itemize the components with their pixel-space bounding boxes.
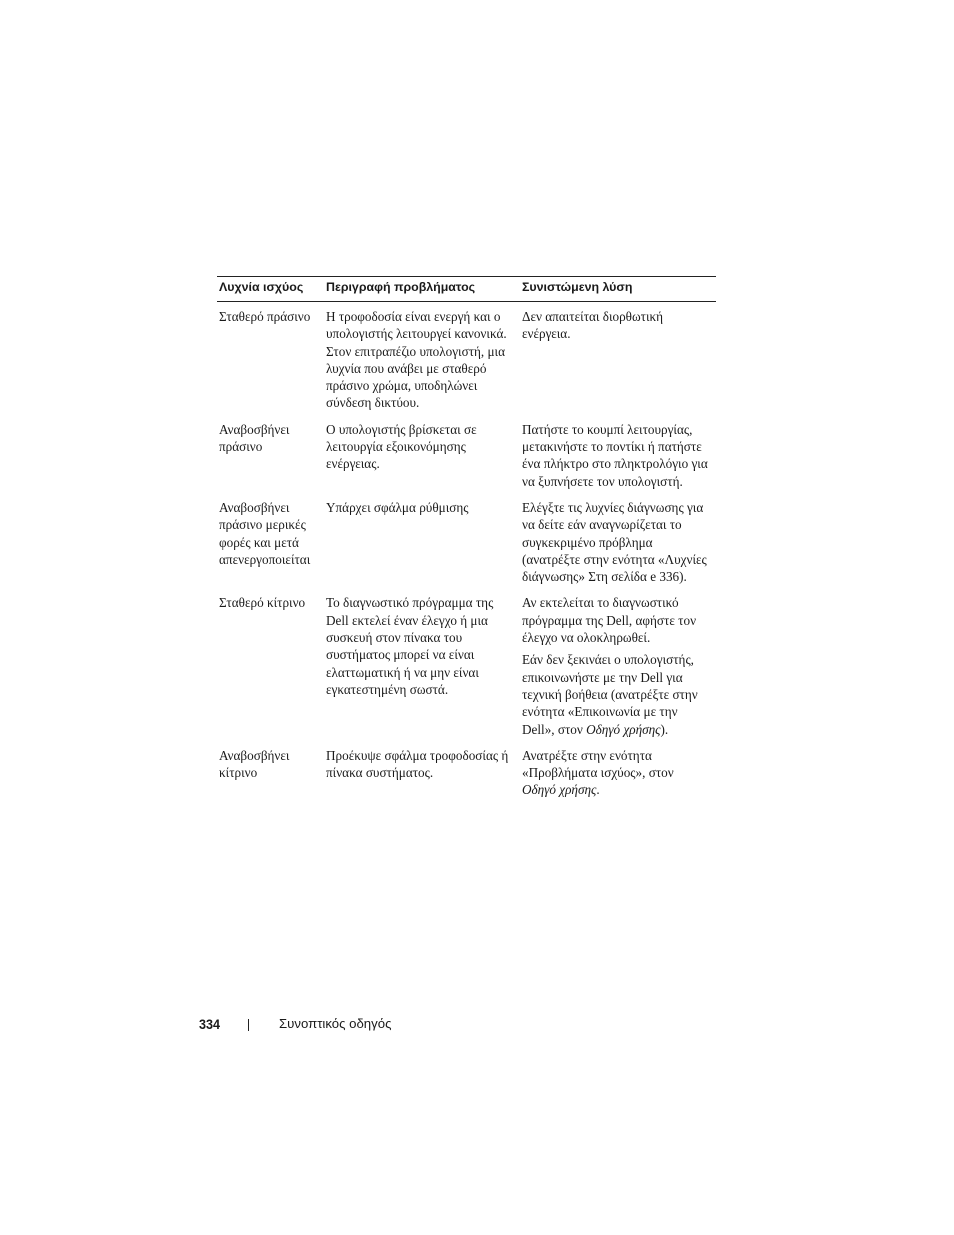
header-power-light: Λυχνία ισχύος [217, 277, 324, 302]
cell-solution [520, 746, 716, 807]
table-row [217, 593, 716, 745]
cell-solution [520, 498, 716, 593]
solution-text: Ανατρέξτε στην ενότητα «Προβλήματα ισχύος», στον [522, 747, 674, 781]
cell-description: Υπάρχει σφάλμα ρύθμισης [326, 499, 469, 515]
power-light-table [217, 276, 716, 807]
cell-light: Αναβοσβήνει κίτρινο [219, 747, 290, 781]
solution-paragraph-2 [522, 651, 710, 737]
cell-light: Σταθερό πράσινο [219, 309, 311, 324]
solution-text: Εάν δεν ξεκινάει ο υπολογιστής, επικοινωνήστε με την Dell για τεχνική βοήθεια (ανατρέξτε στην ενότητα «Επικοινωνία με την Dell», στον [522, 652, 698, 737]
cell-light: Σταθερό κίτρινο [219, 595, 306, 611]
header-recommended-solution: Συνιστώμενη λύση [520, 277, 716, 302]
table-row [217, 498, 716, 593]
user-guide-reference: Οδηγό χρήσης [586, 721, 661, 737]
footer-separator [248, 1019, 249, 1031]
cell-solution [520, 593, 716, 745]
header-problem-description: Περιγραφή προβλήματος [324, 277, 520, 302]
cell-description: Το διαγνωστικό πρόγραμμα της Dell εκτελεί έναν έλεγχο ή μια συσκευή στον πίνακα του συστήματος μπορεί να είναι ελαττωματική ή να μην είναι εγκατεστημένη σωστά. [326, 595, 494, 697]
cell-solution [520, 302, 716, 420]
cell-description: Η τροφοδοσία είναι ενεργή και ο υπολογιστής λειτουργεί κανονικά. Στον επιτραπέζιο υπολογιστή, μια λυχνία που ανάβει με σταθερό πράσινο χρώμα, υποδηλώνει σύνδεση δικτύου. [326, 309, 507, 411]
cell-solution [520, 420, 716, 498]
solution-text-end: ). [660, 721, 669, 737]
page-number: 334 [199, 1016, 221, 1032]
cell-light: Αναβοσβήνει πράσινο [219, 421, 290, 455]
table-header-row [217, 277, 716, 302]
table-row [217, 420, 716, 498]
solution-paragraph: Αν εκτελείται το διαγνωστικό πρόγραμμα της Dell, αφήστε τον έλεγχο να ολοκληρωθεί. [522, 595, 697, 646]
footer-title: Συνοπτικός οδηγός [279, 1016, 392, 1031]
table-row [217, 302, 716, 420]
cell-description: Ο υπολογιστής βρίσκεται σε λειτουργία εξοικονόμησης ενέργειας. [326, 421, 477, 472]
solution-paragraph: Πατήστε το κουμπί λειτουργίας, μετακινήστε το ποντίκι ή πατήστε ένα πλήκτρο στο πληκτρολόγιο για να ξυπνήσετε τον υπολογιστή. [522, 421, 708, 489]
user-guide-reference: Οδηγό χρήσης [522, 782, 597, 798]
table-row [217, 746, 716, 807]
solution-paragraph [522, 747, 710, 799]
cell-description: Προέκυψε σφάλμα τροφοδοσίας ή πίνακα συστήματος. [326, 747, 509, 781]
solution-paragraph: Ελέγξτε τις λυχνίες διάγνωσης για να δείτε εάν αναγνωρίζεται το συγκεκριμένο πρόβλημα (ανατρέξτε στην ενότητα «Λυχνίες διάγνωσης» Στη σελίδα e 336). [522, 499, 707, 585]
cell-light: Αναβοσβήνει πράσινο μερικές φορές και μετά απενεργοποιείται [219, 499, 311, 567]
solution-text-end: . [596, 782, 600, 798]
solution-paragraph: Δεν απαιτείται διορθωτική ενέργεια. [522, 309, 664, 342]
